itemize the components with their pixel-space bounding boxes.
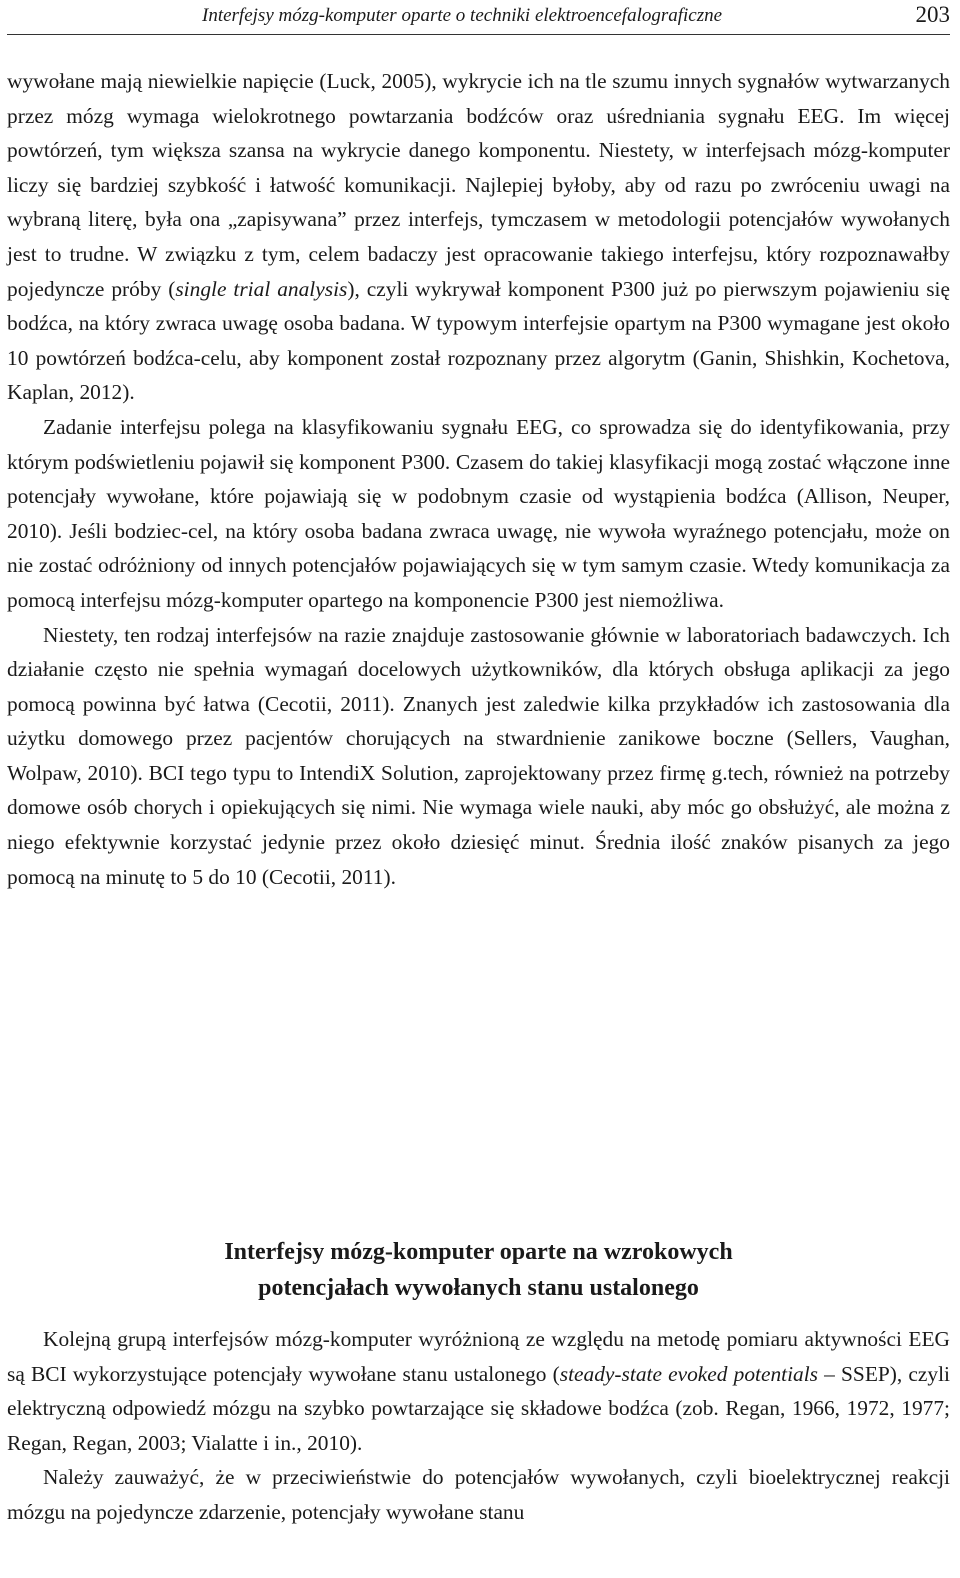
paragraph: Niestety, ten rodzaj interfejsów na razie znajduje zastosowanie głównie w laboratoriach badawczych. Ich działanie często nie spełnia wymagań docelowych użytkowników, dla których obsługa aplikacji za jego pomocą powinna być łatwa (Cecotii, 2011). Znanych jest zaledwie kilka przykładów ich zastosowania dla użytku domowego przez pacjentów chorujących na stwardnienie zanikowe boczne (Sellers, Vaughan, Wolpaw, 2010). BCI tego typu to IntendiX Solution, zaprojektowany przez firmę g.tech, również na potrzeby domowe osób chorych i opiekujących się nimi. Nie wymaga wiele nauki, aby móc go obsłużyć, ale można z niego efektywnie korzystać jedynie przez około dziesięć minut. Średnia ilość znaków pisanych za jego pomocą na minutę to 5 do 10 (Cecotii, 2011). [7, 622, 950, 889]
paragraph-text: ), czyli wykrywał komponent P300 już po pierwszym pojawieniu się bodźca, na który zwraca uwagę osoba badana. W typowym interfejsie opartym na P300 wymagane jest około 10 powtórzeń bodźca-celu, aby komponent został rozpoznany przez algorytm (Ganin, Shishkin, Kochetova, Kaplan, 2012). [7, 276, 950, 405]
paragraph [7, 1322, 950, 1460]
running-header-title: Interfejsy mózg-komputer oparte o techniki elektroencefalograficzne [202, 5, 723, 26]
paragraph [7, 64, 950, 410]
italic-term: steady-state evoked potentials [559, 1361, 819, 1386]
page-number: 203 [915, 2, 950, 27]
section-heading [7, 1234, 950, 1306]
body-text-bottom [7, 1322, 950, 1530]
running-header [7, 0, 950, 35]
body-text-top [7, 64, 950, 894]
section-heading-line: potencjałach wywołanych stanu ustalonego [258, 1274, 699, 1301]
paragraph-text: – SSEP), czyli elektryczną odpowiedź mózgu na szybko powtarzające się składowe bodźca (zob. Regan, 1966, 1972, 1977; Regan, Regan, 2003; Vialatte i in., 2010). [7, 1361, 950, 1455]
paragraph: Zadanie interfejsu polega na klasyfikowaniu sygnału EEG, co sprowadza się do identyfikowania, przy którym podświetleniu pojawił się komponent P300. Czasem do takiej klasyfikacji mogą zostać włączone inne potencjały wywołane, które pojawiają się w podobnym czasie od wystąpienia bodźca (Allison, Neuper, 2010). Jeśli bodziec-cel, na który osoba badana zwraca uwagę, nie wywoła wyraźnego potencjału, może on nie zostać odróżniony od innych potencjałów pojawiających się w tym samym czasie. Wtedy komunikacja za pomocą interfejsu mózg-komputer opartego na komponencie P300 jest niemożliwa. [7, 414, 950, 612]
italic-term: single trial analysis [175, 276, 348, 301]
paragraph: Należy zauważyć, że w przeciwieństwie do potencjałów wywołanych, czyli bioelektrycznej reakcji mózgu na pojedyncze zdarzenie, potencjały wywołane stanu [7, 1465, 950, 1524]
section-heading-line: Interfejsy mózg-komputer oparte na wzrokowych [224, 1238, 733, 1265]
paragraph-text: Kolejną grupą interfejsów mózg-komputer wyróżnioną ze względu na metodę pomiaru aktywności EEG są BCI wykorzystujące potencjały wywołane stanu ustalonego ( [7, 1327, 950, 1386]
paragraph-text: wywołane mają niewielkie napięcie (Luck, 2005), wykrycie ich na tle szumu innych sygnałów wytwarzanych przez mózg wymaga wielokrotnego powtarzania bodźców oraz uśredniania sygnału EEG. Im więcej powtórzeń, tym większa szansa na wykrycie danego komponentu. Niestety, w interfejsach mózg-komputer liczy się bardziej szybkość i łatwość komunikacji. Najlepiej byłoby, aby od razu po zwróceniu uwagi na wybraną literę, była ona „zapisywana” przez interfejs, tymczasem w metodologii potencjałów wywołanych jest to trudne. W związku z tym, celem badaczy jest opracowanie takiego interfejsu, który rozpoznawałby pojedyncze próby ( [7, 69, 950, 301]
